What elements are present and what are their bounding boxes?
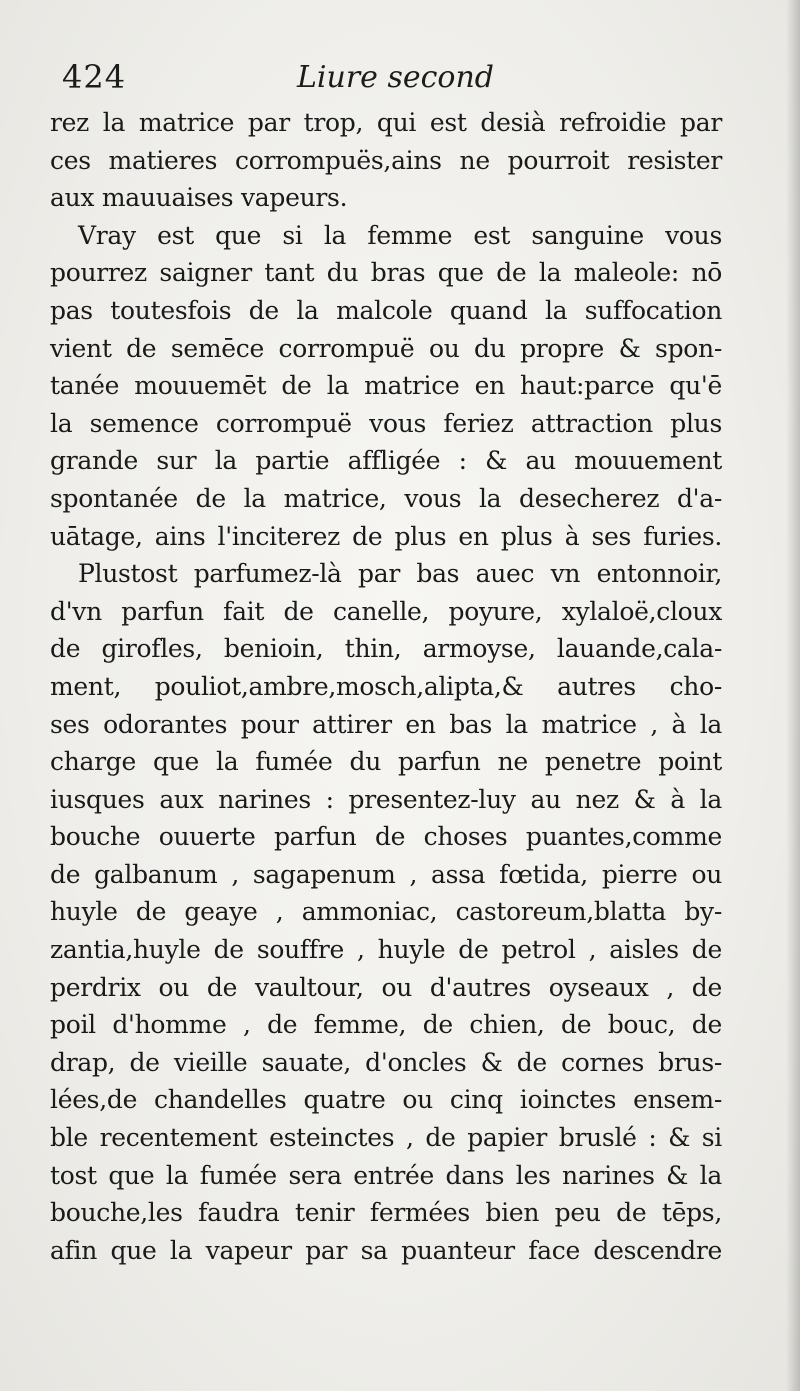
text-line: perdrix ou de vaultour, ou d'autres oyseaux , de — [50, 972, 722, 1002]
text-line: tanée mouuemēt de la matrice en haut:parce qu'ē — [50, 371, 722, 401]
text-line: bouche,les faudra tenir fermées bien peu de tēps, — [50, 1198, 722, 1228]
text-line: uātage, ains l'inciterez de plus en plus à ses furies. — [50, 521, 722, 551]
text-line: aux mauuaises vapeurs. — [50, 183, 348, 213]
text-line: rez la matrice par trop, qui est desià refroidie par — [50, 108, 722, 137]
body-text — [50, 104, 722, 1269]
text-line: bouche ouuerte parfun de choses puantes,comme — [50, 822, 722, 852]
text-line: grande sur la partie affligée : & au mouuement — [50, 446, 722, 476]
page-number: 424 — [62, 58, 127, 96]
running-title: Liure second — [297, 60, 495, 95]
text-line: Plustost parfumez-là par bas auec vn entonnoir, — [78, 559, 722, 589]
text-line: vient de semēce corrompuë ou du propre & spon- — [50, 333, 722, 363]
text-line: afin que la vapeur par sa puanteur face descendre — [50, 1235, 722, 1265]
text-line: drap, de vieille sauate, d'oncles & de cornes brus- — [50, 1047, 722, 1077]
text-line: la semence corrompuë vous feriez attraction plus — [50, 408, 722, 438]
text-line: ces matieres corrompuës,ains ne pourroit resister — [50, 145, 722, 175]
text-line: tost que la fumée sera entrée dans les narines & la — [50, 1160, 722, 1190]
text-line: spontanée de la matrice, vous la desecherez d'a- — [50, 483, 722, 513]
text-line: iusques aux narines : presentez-luy au nez & à la — [50, 784, 722, 814]
page-header — [62, 56, 722, 102]
text-line: ses odorantes pour attirer en bas la matrice , à la — [50, 709, 722, 739]
text-line: huyle de geaye , ammoniac, castoreum,blatta by- — [50, 897, 722, 927]
text-line: ble recentement esteinctes , de papier bruslé : & si — [50, 1123, 722, 1153]
text-line: de girofles, benioin, thin, armoyse, lauande,cala- — [50, 634, 722, 664]
text-line: poil d'homme , de femme, de chien, de bouc, de — [50, 1010, 722, 1040]
text-line: d'vn parfun fait de canelle, poyure, xylaloë,cloux — [50, 596, 722, 626]
text-line: Vray est que si la femme est sanguine vous — [78, 220, 722, 250]
text-line: pas toutesfois de la malcole quand la suffocation — [50, 295, 722, 325]
text-line: ment, pouliot,ambre,mosch,alipta,& autres cho- — [50, 671, 722, 701]
text-line: lées,de chandelles quatre ou cinq ioinctes ensem- — [50, 1085, 722, 1115]
text-line: zantia,huyle de souffre , huyle de petrol , aisles de — [50, 935, 722, 965]
text-line: pourrez saigner tant du bras que de la maleole: nō — [50, 258, 722, 288]
text-line: de galbanum , sagapenum , assa fœtida, pierre ou — [50, 859, 722, 889]
text-line: charge que la fumée du parfun ne penetre point — [50, 747, 722, 777]
